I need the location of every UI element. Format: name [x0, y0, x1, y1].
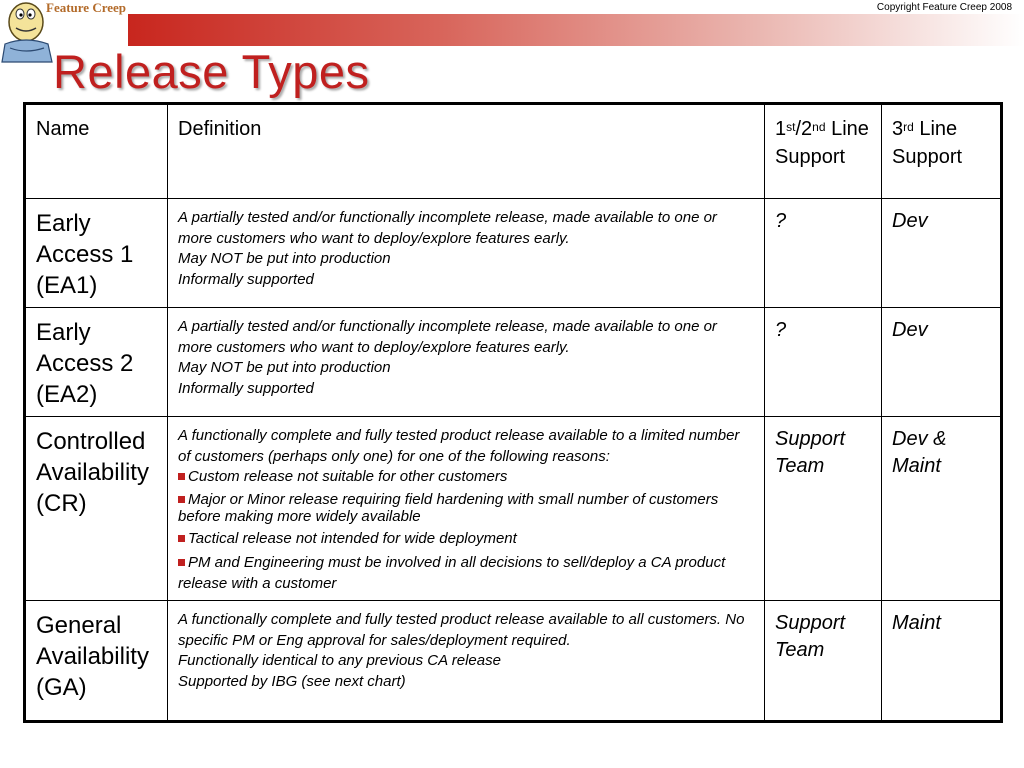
- third-line-support: Dev: [882, 308, 1002, 417]
- bullet-square-icon: [178, 496, 185, 503]
- release-definition: A partially tested and/or functionally incomplete release, made available to one or more customers who want to deploy/explore features early. May NOT be put into production Informally supported: [168, 199, 765, 308]
- first-second-line-support: Support Team: [765, 417, 882, 601]
- third-line-support: Dev: [882, 199, 1002, 308]
- page-title: Release Types: [53, 45, 370, 98]
- header-first-second-line-support: 1st/2nd Line Support: [765, 104, 882, 199]
- brand-name: Feature Creep: [46, 0, 127, 15]
- table-row: [25, 308, 1002, 417]
- table-row: [25, 601, 1002, 722]
- mascot-logo-icon: [0, 0, 56, 64]
- release-definition: A functionally complete and fully tested product release available to all customers. No specific PM or Eng approval for sales/deployment required. Functionally identical to any previous CA release Supported by IBG (see next chart): [168, 601, 765, 722]
- bullet-square-icon: [178, 473, 185, 480]
- bullet-item: Major or Minor release requiring field hardening with small number of customers before making more widely available: [178, 490, 719, 525]
- first-second-line-support: Support Team: [765, 601, 882, 722]
- bullet-item: PM and Engineering must be involved in all decisions to sell/deploy a CA product release with a customer: [178, 554, 726, 592]
- third-line-support: Dev & Maint: [882, 417, 1002, 601]
- table-row: [25, 417, 1002, 601]
- release-name: Early Access 1 (EA1): [25, 199, 168, 308]
- release-definition: A functionally complete and fully tested product release available to a limited number of customers (perhaps only one) for one of the following reasons: Custom release not suitable for other customers Major or Minor release requiring field hardening with small number of customers before making more widely available Tactical release not intended for wide deployment PM and Engineering must be involved in all decisions to sell/deploy a CA product release with a customer: [168, 417, 765, 601]
- third-line-support: Maint: [882, 601, 1002, 722]
- bullet-item: Tactical release not intended for wide deployment: [178, 529, 754, 550]
- table-row: [25, 199, 1002, 308]
- bullet-item: Custom release not suitable for other customers: [178, 467, 754, 488]
- first-second-line-support: ?: [765, 308, 882, 417]
- header-gradient-bar: [128, 14, 1024, 46]
- release-name: Early Access 2 (EA2): [25, 308, 168, 417]
- header-third-line-support: 3rd Line Support: [882, 104, 1002, 199]
- header-band: [0, 0, 1024, 46]
- release-name: Controlled Availability (CR): [25, 417, 168, 601]
- bullet-square-icon: [178, 559, 185, 566]
- table-header-row: [25, 104, 1002, 199]
- first-second-line-support: ?: [765, 199, 882, 308]
- release-types-table: [23, 102, 1003, 723]
- release-definition: A partially tested and/or functionally incomplete release, made available to one or more customers who want to deploy/explore features early. May NOT be put into production Informally supported: [168, 308, 765, 417]
- header-definition: Definition: [168, 104, 765, 199]
- bullet-square-icon: [178, 535, 185, 542]
- header-name: Name: [25, 104, 168, 199]
- release-name: General Availability (GA): [25, 601, 168, 722]
- copyright-text: Copyright Feature Creep 2008: [876, 2, 1012, 13]
